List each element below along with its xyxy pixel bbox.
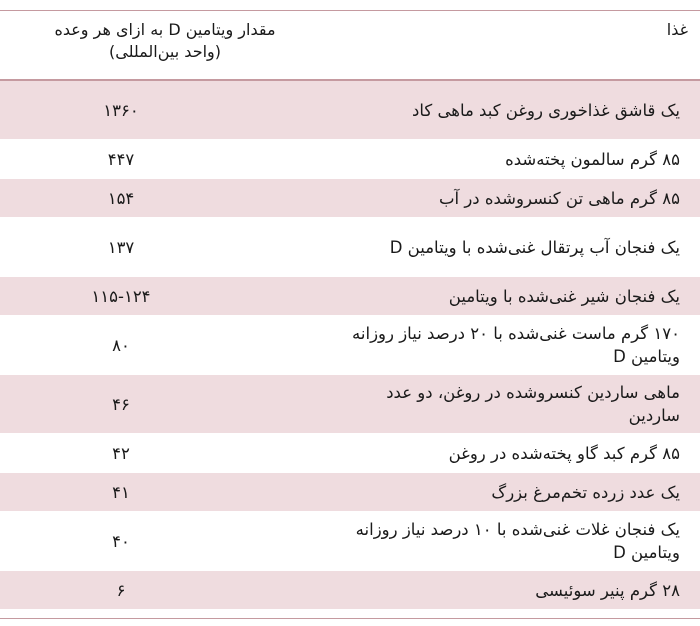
table-row [0,179,700,218]
table-row [0,375,700,434]
food-cell: یک عدد زرده تخم‌مرغ بزرگ [330,473,700,512]
food-cell: ۸۵ گرم کبد گاو پخته‌شده در روغن [330,434,700,473]
amount-cell: ۴۶ [0,375,330,434]
amount-column-header [0,11,330,81]
table-row [0,434,700,473]
food-column-header [330,11,700,81]
amount-cell: ۴۰ [0,512,330,571]
table-body [0,80,700,610]
amount-cell: ۱۳۶۰ [0,80,330,140]
food-cell: ۸۵ گرم ماهی تن کنسروشده در آب [330,179,700,218]
amount-cell: ۸۰ [0,316,330,375]
food-cell: یک قاشق غذاخوری روغن کبد ماهی کاد [330,80,700,140]
table-row [0,277,700,316]
amount-cell: ۱۵۴ [0,179,330,218]
amount-cell: ۴۱ [0,473,330,512]
food-cell: یک فنجان شیر غنی‌شده با ویتامین [330,277,700,316]
amount-cell: ۶ [0,571,330,610]
amount-cell: ۱۳۷ [0,218,330,277]
amount-header-line1: مقدار ویتامین D به ازای هر وعده [54,20,276,39]
food-cell: ۱۷۰ گرم ماست غنی‌شده با ۲۰ درصد نیاز روزانه ویتامین D [330,316,700,375]
amount-cell: ۴۲ [0,434,330,473]
food-cell: یک فنجان آب پرتقال غنی‌شده با ویتامین D [330,218,700,277]
table-header [0,11,700,81]
food-cell: ۲۸ گرم پنیر سوئیسی [330,571,700,610]
food-cell: ۸۵ گرم سالمون پخته‌شده [330,140,700,179]
table-row [0,316,700,375]
table-row [0,218,700,277]
food-cell: ماهی ساردین کنسروشده در روغن، دو عدد ساردین [330,375,700,434]
amount-header-line2: (واحد بین‌المللی) [109,42,221,61]
table-row [0,571,700,610]
amount-cell: ۴۴۷ [0,140,330,179]
table-row [0,80,700,140]
table-bottom-rule [0,618,700,619]
table-row [0,473,700,512]
food-header-label: غذا [666,20,688,39]
header-row [0,11,700,81]
vitamin-d-table [0,10,700,610]
vitamin-d-table-container [0,10,700,610]
food-cell: یک فنجان غلات غنی‌شده با ۱۰ درصد نیاز روزانه ویتامین D [330,512,700,571]
table-row [0,512,700,571]
table-row [0,140,700,179]
amount-cell: ۱۱۵-۱۲۴ [0,277,330,316]
